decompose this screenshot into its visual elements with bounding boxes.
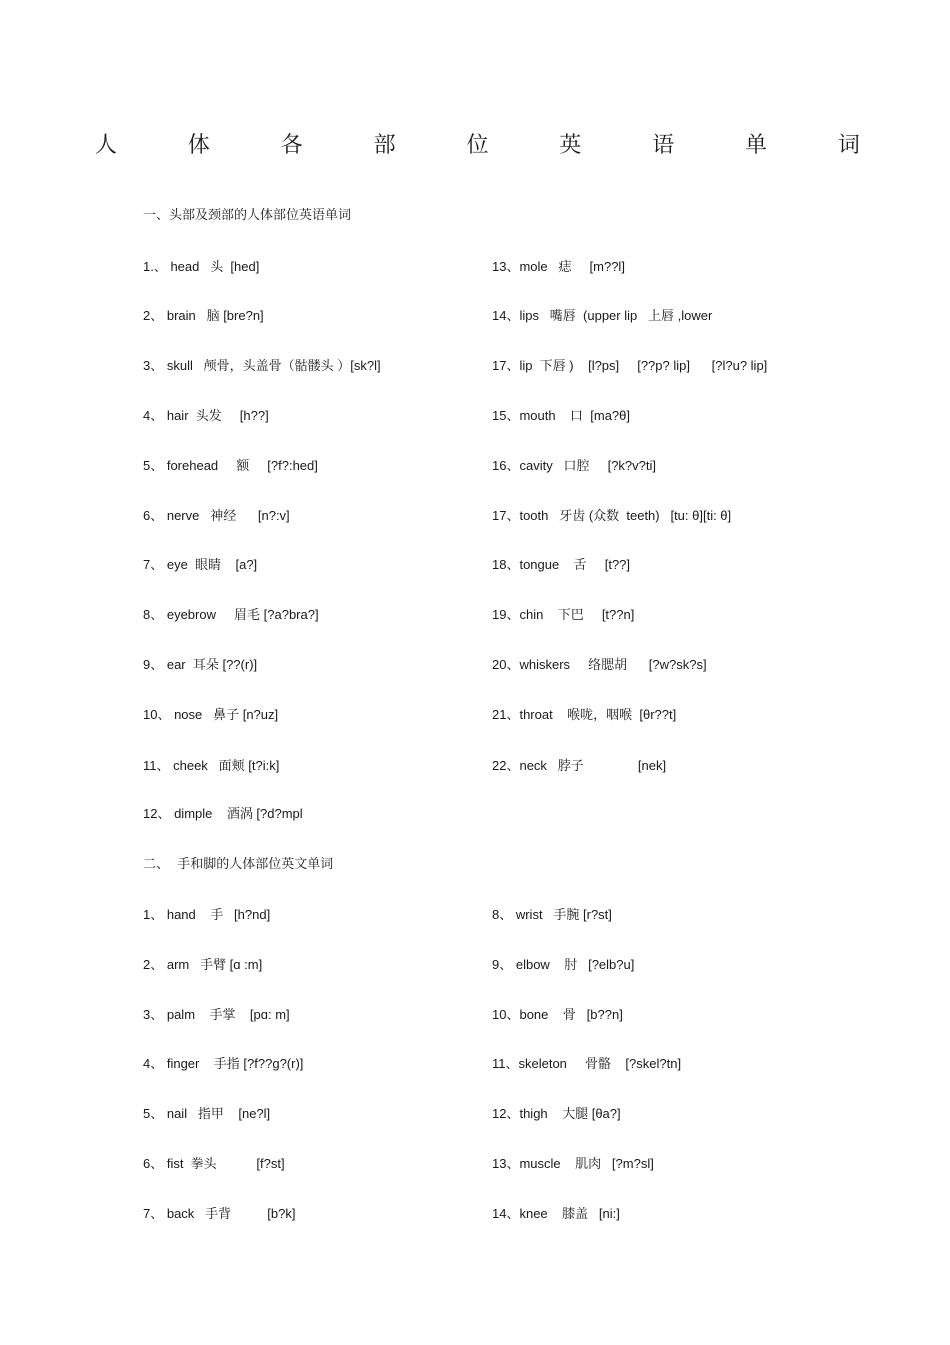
vocab-entry: 16、cavity 口腔 [?k?v?ti]	[492, 458, 656, 473]
vocab-entry: 15、mouth 口 [ma?θ]	[492, 408, 631, 423]
vocab-entry: 12、thigh 大腿 [θa?]	[492, 1106, 621, 1121]
title-char: 语	[652, 133, 675, 158]
title-char: 位	[466, 133, 489, 158]
vocab-entry: 20、whiskers 络腮胡 [?w?sk?s]	[492, 657, 707, 672]
vocab-entry: 12、 dimple 酒涡 [?d?mpl	[143, 806, 303, 821]
vocab-entry: 17、tooth 牙齿 (众数 teeth) [tu: θ][ti: θ]	[492, 508, 732, 523]
vocab-entry: 14、knee 膝盖 [ni:]	[492, 1206, 620, 1221]
title-char: 英	[559, 133, 582, 158]
vocab-entry: 5、 forehead 额 [?f?:hed]	[143, 458, 318, 473]
vocab-entry: 4、 finger 手指 [?f??g?(r)]	[143, 1056, 304, 1071]
vocab-entry: 17、lip 下唇 ) [l?ps] [??p? lip] [?l?u? lip]	[492, 358, 768, 373]
vocab-entry: 9、 elbow 肘 [?elb?u]	[492, 957, 635, 972]
title-char: 各	[280, 133, 303, 158]
section-heading-head-neck: 一、头部及颈部的人体部位英语单词	[143, 208, 352, 223]
vocab-entry: 13、mole 痣 [m??l]	[492, 259, 625, 274]
vocab-entry: 1、 hand 手 [h?nd]	[143, 907, 271, 922]
title-char: 体	[187, 133, 210, 158]
page-title	[95, 128, 860, 160]
vocab-entry: 3、 skull 颅骨，头盖骨（骷髅头 ）[sk?l]	[143, 358, 381, 373]
vocab-entry: 7、 eye 眼睛 [a?]	[143, 557, 258, 572]
vocab-entry: 21、throat 喉咙，咽喉 [θr??t]	[492, 707, 677, 722]
vocab-entry: 9、 ear 耳朵 [??(r)]	[143, 657, 258, 672]
section-heading-hands-feet: 二、 手和脚的人体部位英文单词	[143, 857, 334, 872]
title-char: 单	[745, 133, 768, 158]
title-char: 人	[95, 133, 118, 158]
vocab-entry: 19、chin 下巴 [t??n]	[492, 607, 635, 622]
vocab-entry: 1.、 head 头 [hed]	[143, 259, 260, 274]
vocab-entry: 22、neck 脖子 [nek]	[492, 758, 667, 773]
vocab-entry: 18、tongue 舌 [t??]	[492, 557, 631, 572]
vocab-entry: 13、muscle 肌肉 [?m?sl]	[492, 1156, 654, 1171]
vocab-entry: 7、 back 手背 [b?k]	[143, 1206, 296, 1221]
vocab-entry: 4、 hair 头发 [h??]	[143, 408, 269, 423]
title-char: 部	[373, 133, 396, 158]
vocab-entry: 10、 nose 鼻子 [n?uz]	[143, 707, 279, 722]
vocab-entry: 3、 palm 手掌 [pɑ: m]	[143, 1007, 290, 1022]
vocab-entry: 11、skeleton 骨骼 [?skel?tn]	[492, 1056, 682, 1071]
vocab-entry: 8、 wrist 手腕 [r?st]	[492, 907, 612, 922]
vocab-entry: 2、 arm 手臂 [ɑ :m]	[143, 957, 263, 972]
vocab-entry: 6、 nerve 神经 [n?:v]	[143, 508, 290, 523]
title-char: 词	[837, 133, 860, 158]
vocab-entry: 2、 brain 脑 [bre?n]	[143, 308, 264, 323]
vocab-entry: 8、 eyebrow 眉毛 [?a?bra?]	[143, 607, 319, 622]
vocab-entry: 14、lips 嘴唇 (upper lip 上唇 ,lower	[492, 308, 713, 323]
vocab-entry: 11、 cheek 面颊 [t?i:k]	[143, 758, 280, 773]
vocab-entry: 6、 fist 拳头 [f?st]	[143, 1156, 285, 1171]
vocab-entry: 10、bone 骨 [b??n]	[492, 1007, 623, 1022]
vocab-entry: 5、 nail 指甲 [ne?l]	[143, 1106, 271, 1121]
